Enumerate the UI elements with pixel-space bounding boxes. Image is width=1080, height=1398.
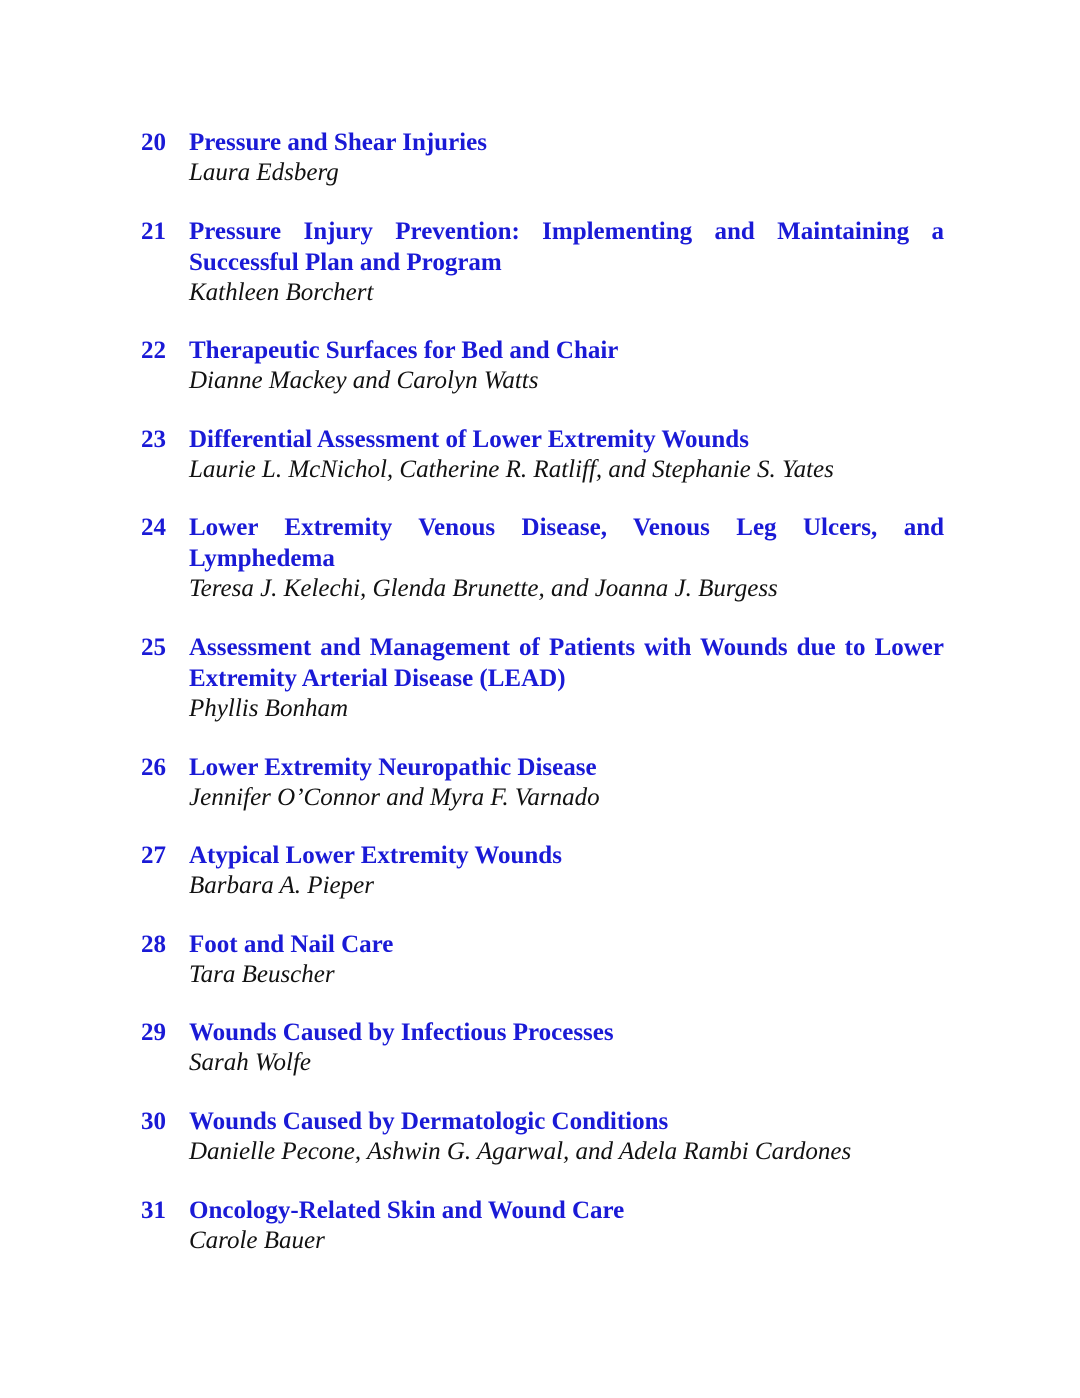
chapter-number: 23 (141, 425, 166, 453)
chapter-authors: Tara Beuscher (189, 960, 335, 988)
chapter-authors: Danielle Pecone, Ashwin G. Agarwal, and Adela Rambi Cardones (189, 1137, 852, 1165)
chapter-authors: Carole Bauer (189, 1226, 325, 1254)
toc-entry (141, 840, 944, 901)
chapter-number: 24 (141, 514, 166, 542)
chapter-number: 27 (141, 842, 166, 870)
toc-entry-body (189, 1106, 944, 1167)
chapter-authors: Jennifer O’Connor and Myra F. Varnado (189, 783, 600, 811)
toc-entry (141, 1017, 944, 1078)
chapter-authors: Dianne Mackey and Carolyn Watts (189, 367, 539, 395)
toc-entry (141, 512, 944, 604)
toc-entry-body (189, 127, 944, 188)
toc-entry-body (189, 424, 944, 485)
toc-entry (141, 216, 944, 308)
chapter-title-link[interactable]: Atypical Lower Extremity Wounds (189, 842, 562, 870)
toc-entry (141, 1106, 944, 1167)
toc-entry-body (189, 632, 944, 724)
toc-entry-body (189, 752, 944, 813)
chapter-title-link[interactable]: Oncology-Related Skin and Wound Care (189, 1196, 625, 1224)
chapter-number: 30 (141, 1107, 166, 1135)
toc-entry-body (189, 929, 944, 990)
chapter-authors: Teresa J. Kelechi, Glenda Brunette, and Joanna J. Burgess (189, 575, 778, 603)
toc-entry-body (189, 1017, 944, 1078)
chapter-number: 22 (141, 337, 166, 365)
chapter-number: 20 (141, 129, 166, 156)
chapter-number: 26 (141, 753, 166, 781)
chapter-number: 29 (141, 1019, 166, 1047)
chapter-authors: Sarah Wolfe (189, 1049, 311, 1077)
chapter-number: 25 (141, 633, 166, 661)
chapter-authors: Laura Edsberg (189, 159, 339, 186)
toc-entry-body (189, 335, 944, 396)
toc-entry (141, 1195, 944, 1256)
chapter-title-link[interactable]: Differential Assessment of Lower Extremity Wounds (189, 425, 749, 453)
toc-entry (141, 632, 944, 724)
toc-entry (141, 335, 944, 396)
toc-entry (141, 424, 944, 485)
table-of-contents (141, 127, 944, 1283)
chapter-title-link[interactable]: Wounds Caused by Infectious Processes (189, 1019, 614, 1047)
chapter-number: 28 (141, 930, 166, 958)
toc-entry-body (189, 840, 944, 901)
chapter-title-link[interactable]: Lower Extremity Neuropathic Disease (189, 753, 597, 781)
toc-entry-body (189, 512, 944, 604)
toc-entry-body (189, 216, 944, 308)
chapter-authors: Phyllis Bonham (189, 694, 349, 722)
chapter-authors: Laurie L. McNichol, Catherine R. Ratliff, and Stephanie S. Yates (189, 455, 834, 483)
chapter-authors: Barbara A. Pieper (189, 872, 374, 900)
chapter-title-link[interactable]: Foot and Nail Care (189, 930, 394, 958)
chapter-number: 21 (141, 217, 166, 245)
chapter-title-link[interactable]: Pressure Injury Prevention: Implementing and Maintaining a Successful Plan and Program (189, 217, 944, 276)
chapter-title-link[interactable]: Wounds Caused by Dermatologic Conditions (189, 1107, 669, 1135)
toc-entry (141, 752, 944, 813)
chapter-title-link[interactable]: Assessment and Management of Patients with Wounds due to Lower Extremity Arterial Disease (LEAD) (189, 633, 944, 692)
chapter-number: 31 (141, 1196, 166, 1224)
toc-entry-body (189, 1195, 944, 1256)
toc-entry (141, 127, 944, 188)
chapter-title-link[interactable]: Therapeutic Surfaces for Bed and Chair (189, 337, 619, 365)
chapter-title-link[interactable]: Pressure and Shear Injuries (189, 129, 487, 156)
chapter-title-link[interactable]: Lower Extremity Venous Disease, Venous Leg Ulcers, and Lymphedema (189, 514, 944, 573)
chapter-authors: Kathleen Borchert (189, 278, 374, 306)
toc-entry (141, 929, 944, 990)
